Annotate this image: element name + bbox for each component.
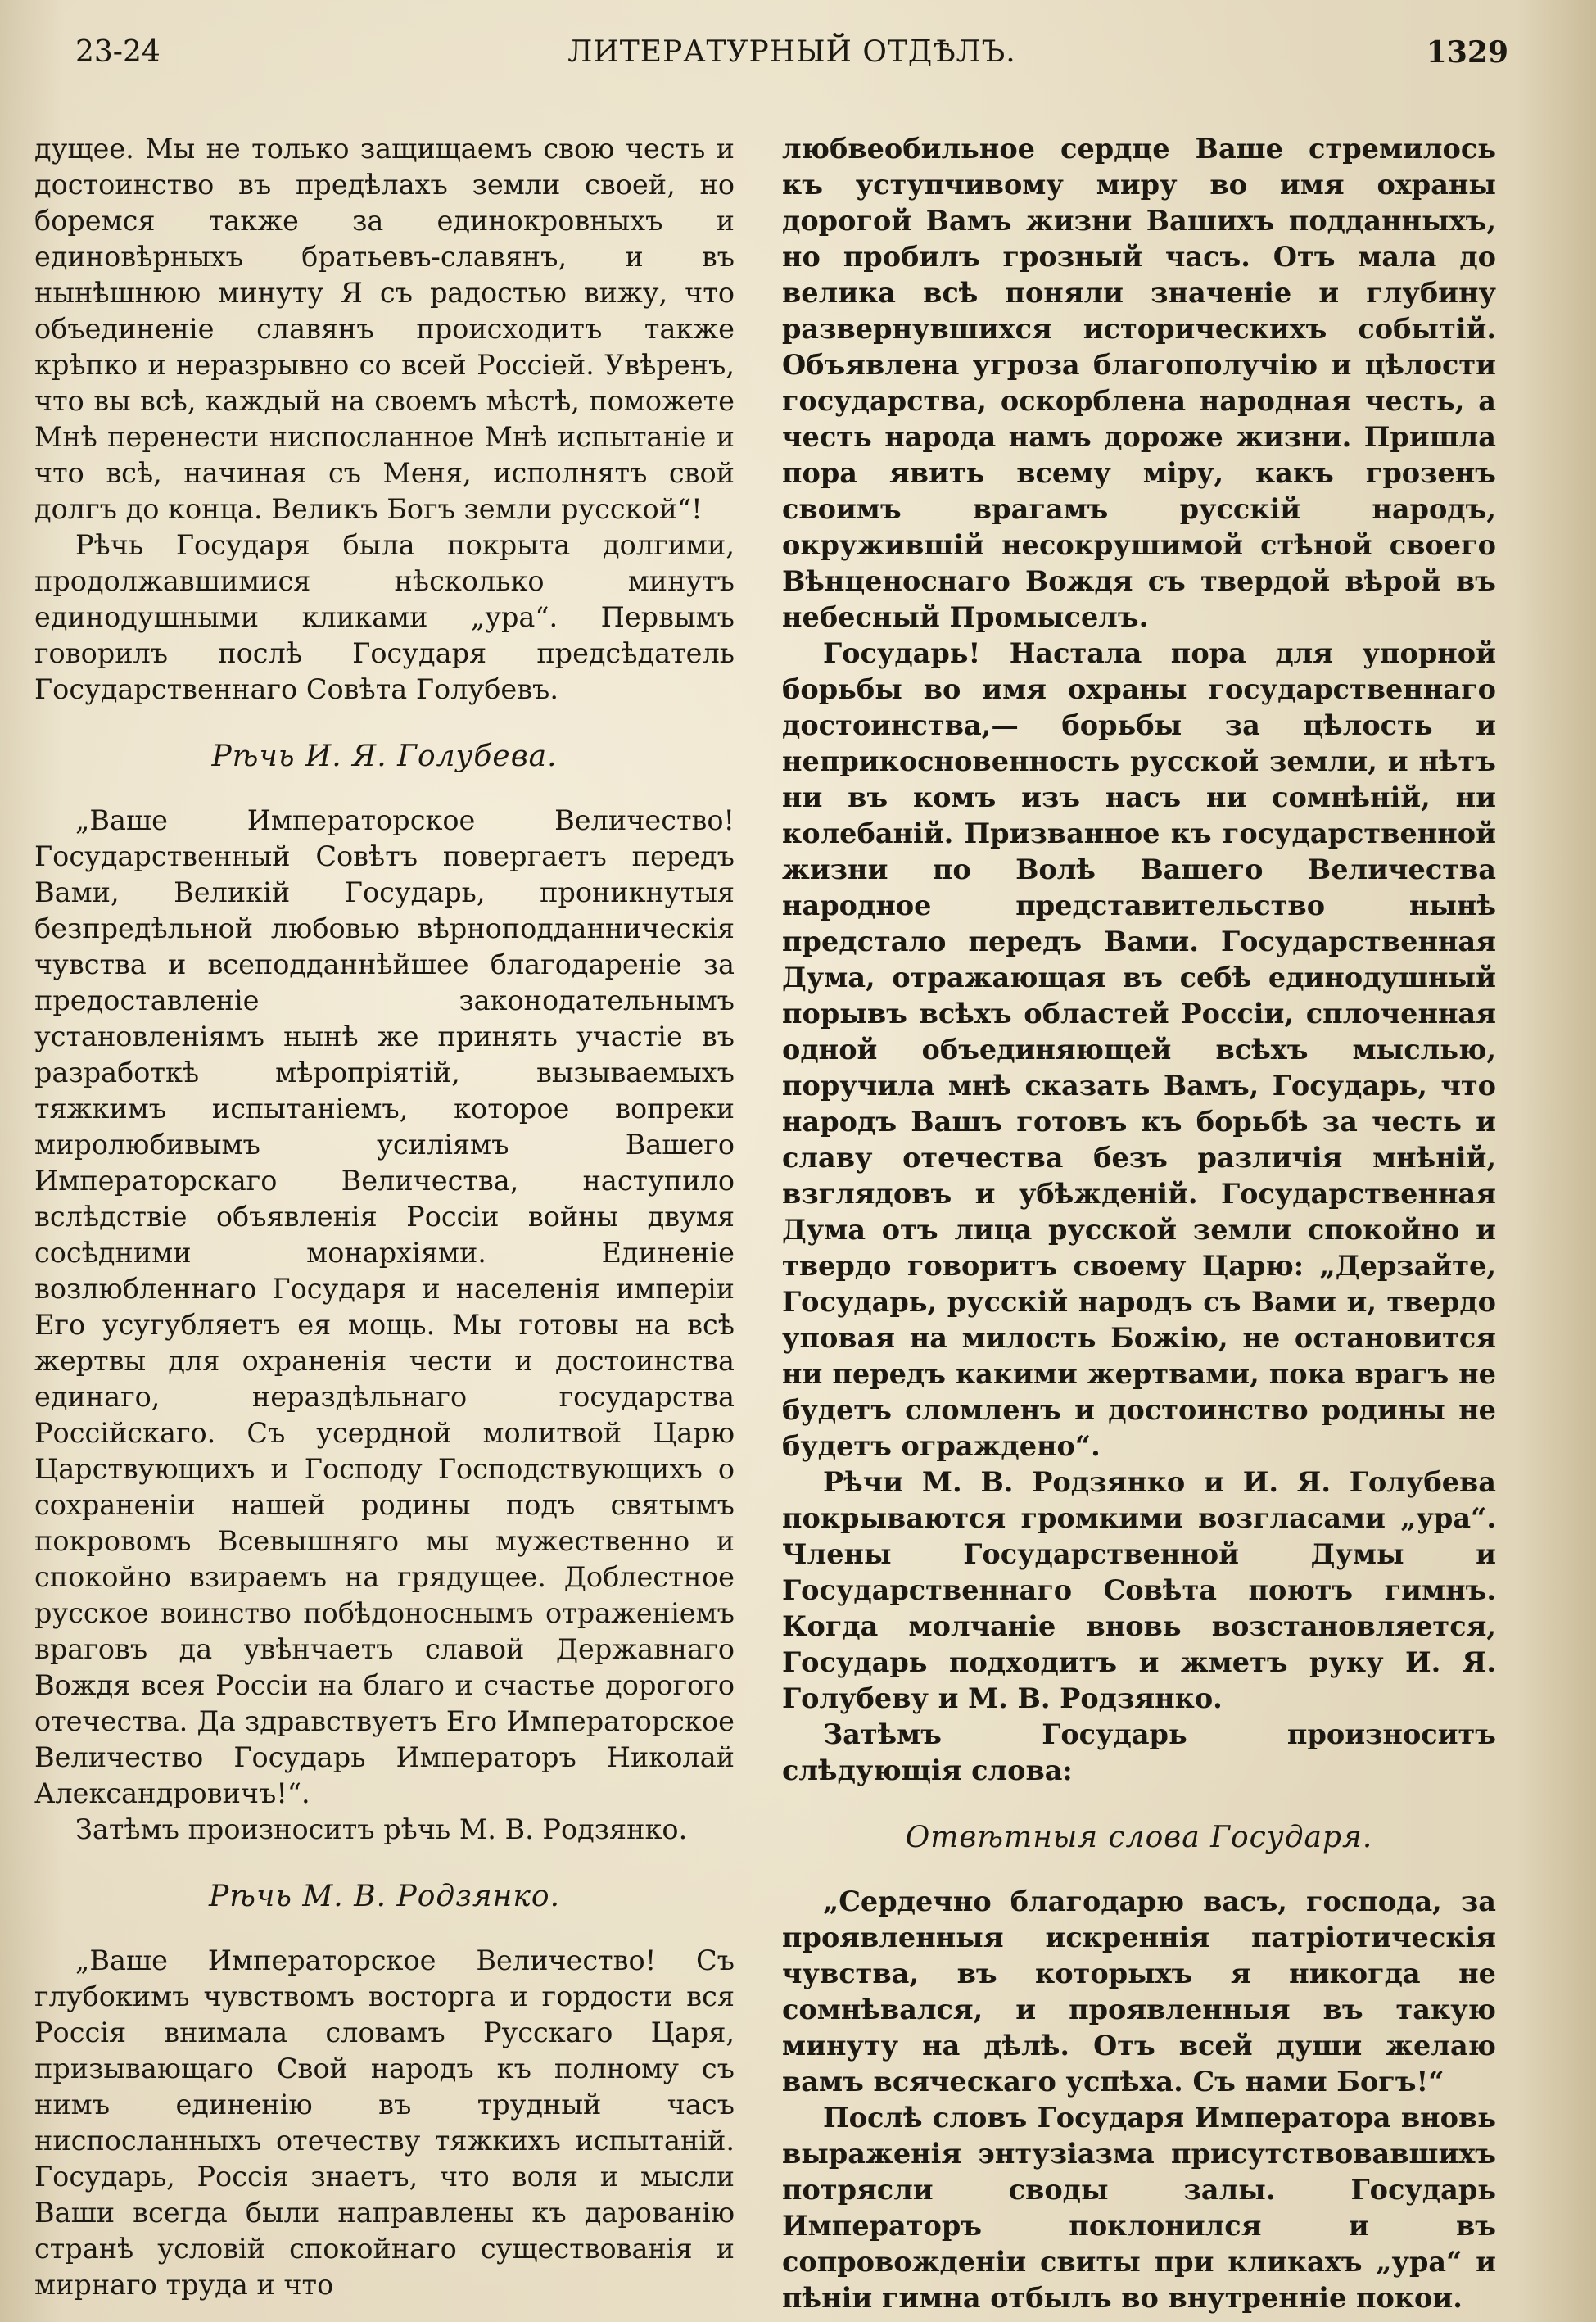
page-number-right: 1329 bbox=[1426, 35, 1508, 70]
page-number-left: 23-24 bbox=[75, 35, 161, 69]
heading-golubev-speech: Рѣчь И. Я. Голубева. bbox=[211, 740, 558, 773]
left-paragraph-3: „Ваше Императорское Величество! Государственный Совѣтъ повергаетъ передъ Вами, Великій Государь, проникнутыя безпредѣльной любовью вѣрноподданническія чувства и всеподданнѣйшее благодареніе за предоставленіе законодательнымъ установленіямъ нынѣ же принять участіе въ разработкѣ мѣропріятій, вызываемыхъ тяжкимъ испытаніемъ, которое вопреки миролюбивымъ усиліямъ Вашего Императорскаго Величества, наступило вслѣдствіе объявленія Россіи войны двумя сосѣдними монархіями. Единеніе возлюбленнаго Государя и населенія имперіи Его усугубляетъ ея мощь. Мы готовы на всѣ жертвы для охраненія чести и достоинства единаго, нераздѣльнаго государства Россійскаго. Съ усердной молитвой Царю Царствующихъ и Господу Господствующихъ о сохраненіи нашей родины подъ святымъ покровомъ Всевышняго мы мужественно и спокойно взираемъ на грядущее. Доблестное русское воинство побѣдоноснымъ отраженіемъ враговъ да увѣнчаетъ славой Державнаго Вождя всея Россіи на благо и счастье дорогого отечества. Да здравствуетъ Его Императорское Величество Государь Императоръ Николай Александровичъ!“. bbox=[34, 804, 735, 1809]
right-paragraph-3: Рѣчи М. В. Родзянко и И. Я. Голубева покрываются громкими возгласами „ура“. Члены Государственной Думы и Государственнаго Совѣта поютъ гимнъ. Когда молчаніе вновь возстановляется, Государь подходитъ и жметъ руку И. Я. Голубеву и М. В. Родзянко. bbox=[782, 1466, 1496, 1714]
left-column bbox=[34, 131, 735, 2303]
right-paragraph-5: „Сердечно благодарю васъ, господа, за проявленныя искреннія патріотическія чувства, въ которыхъ я никогда не сомнѣвался, и проявленныя въ такую минуту на дѣлѣ. Отъ всей души желаю вамъ всяческаго успѣха. Съ нами Богъ!“ bbox=[782, 1885, 1496, 2098]
left-paragraph-1: дущее. Мы не только защищаемъ свою честь и достоинство въ предѣлахъ земли своей, но боремся также за единокровныхъ и единовѣрныхъ братьевъ-славянъ, и въ нынѣшнюю минуту Я съ радостью вижу, что объединеніе славянъ происходитъ также крѣпко и неразрывно со всей Россіей. Увѣренъ, что вы всѣ, каждый на своемъ мѣстѣ, поможете Мнѣ перенести ниспосланное Мнѣ испытаніе и что всѣ, начиная съ Меня, исполнятъ свой долгъ до конца. Великъ Богъ земли русской“! bbox=[34, 133, 735, 525]
right-paragraph-4: Затѣмъ Государь произноситъ слѣдующія слова: bbox=[782, 1718, 1496, 1786]
right-paragraph-1: любвеобильное сердце Ваше стремилось къ уступчивому миру во имя охраны дорогой Вамъ жизни Вашихъ подданныхъ, но пробилъ грозный часъ. Отъ мала до велика всѣ поняли значеніе и глубину развернувшихся историческихъ событій. Объявлена угроза благополучію и цѣлости государства, оскорблена народная честь, а честь народа намъ дороже жизни. Пришла пора явить всему міру, какъ грозенъ своимъ врагамъ русскій народъ, окружившій несокрушимой стѣной своего Вѣнценоснаго Вождя съ твердой вѣрой въ небесный Промыселъ. bbox=[782, 133, 1496, 633]
left-paragraph-5: „Ваше Императорское Величество! Съ глубокимъ чувствомъ восторга и гордости вся Россія внимала словамъ Русскаго Царя, призывающаго Свой народъ къ полному съ нимъ единенію въ трудный часъ ниспосланныхъ отечеству тяжкихъ испытаній. Государь, Россія знаетъ, что воля и мысли Ваши всегда были направлены къ дарованію странѣ условій спокойнаго существованія и мирнаго труда и что bbox=[34, 1944, 735, 2301]
right-paragraph-6: Послѣ словъ Государя Императора вновь выраженія энтузіазма присутствовавшихъ потрясли своды залы. Государь Императоръ поклонился и въ сопровожденіи свиты при кликахъ „ура“ и пѣніи гимна отбылъ во внутренніе покои. bbox=[782, 2102, 1496, 2314]
section-title: ЛИТЕРАТУРНЫЙ ОТДѢЛЪ. bbox=[567, 35, 1016, 69]
heading-rodzianko-speech: Рѣчь М. В. Родзянко. bbox=[208, 1880, 561, 1913]
left-paragraph-4: Затѣмъ произноситъ рѣчь М. В. Родзянко. bbox=[75, 1813, 688, 1845]
running-header bbox=[75, 28, 1508, 77]
heading-tsar-reply: Отвѣтныя слова Государя. bbox=[905, 1821, 1373, 1854]
right-paragraph-2: Государь! Настала пора для упорной борьбы во имя охраны государственнаго достоинства,— борьбы за цѣлость и неприкосновенность русской земли, и нѣтъ ни въ комъ изъ насъ ни сомнѣній, ни колебаній. Призванное къ государственной жизни по Волѣ Вашего Величества народное представительство нынѣ предстало передъ Вами. Государственная Дума, отражающая въ себѣ единодушный порывъ всѣхъ областей Россіи, сплоченная одной объединяющей всѣхъ мыслью, поручила мнѣ сказать Вамъ, Государь, что народъ Вашъ готовъ къ борьбѣ за честь и славу отечества безъ различія мнѣній, взглядовъ и убѣжденій. Государственная Дума отъ лица русской земли спокойно и твердо говоритъ своему Царю: „Дерзайте, Государь, русскій народъ съ Вами и, твердо уповая на милость Божію, не остановится ни передъ какими жертвами, пока врагъ не будетъ сломленъ и достоинство родины не будетъ ограждено“. bbox=[782, 637, 1496, 1462]
left-paragraph-2: Рѣчь Государя была покрыта долгими, продолжавшимися нѣсколько минутъ единодушными кликами „ура“. Первымъ говорилъ послѣ Государя предсѣдатель Государственнаго Совѣта Голубевъ. bbox=[34, 529, 735, 705]
right-column bbox=[782, 131, 1496, 2316]
